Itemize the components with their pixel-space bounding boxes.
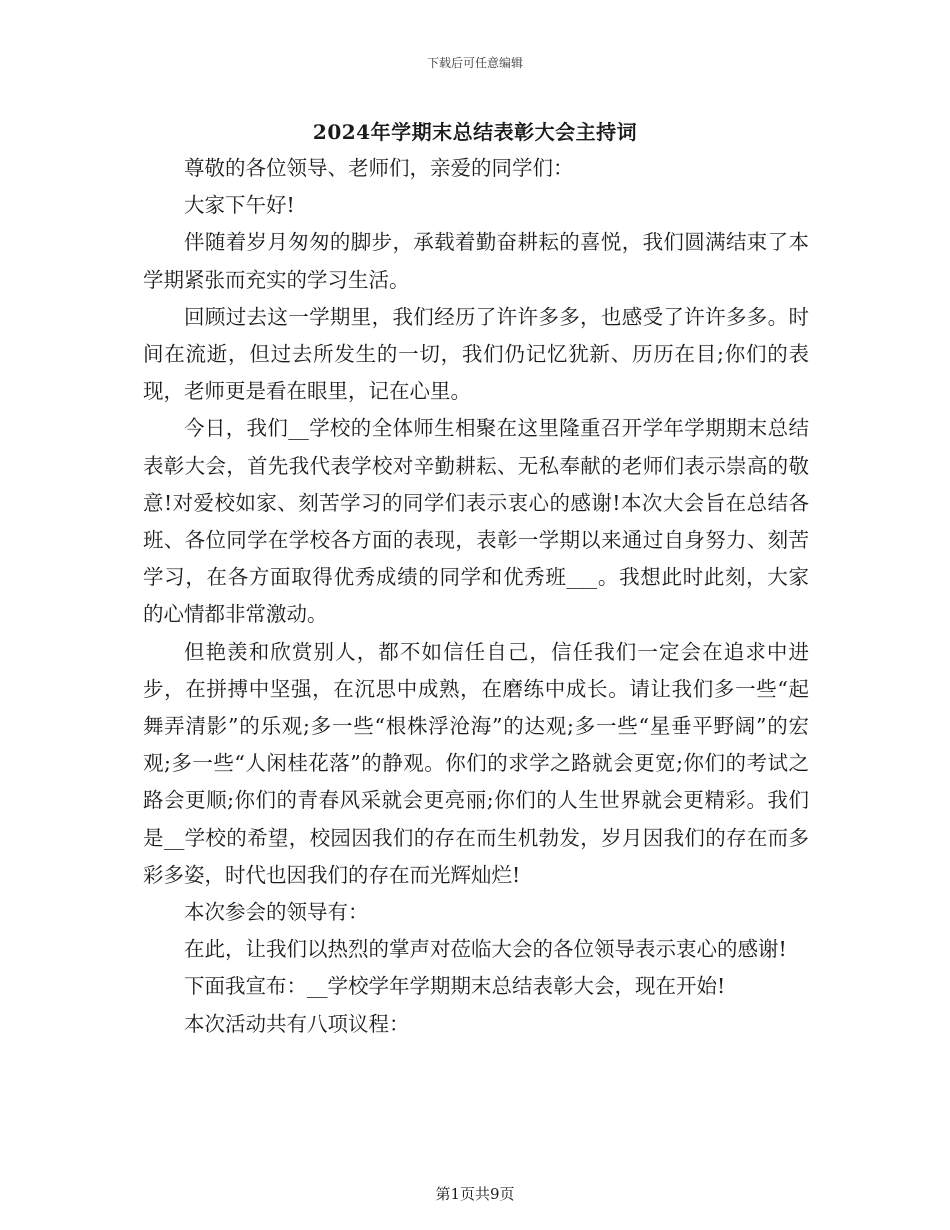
paragraph: 回顾过去这一学期里，我们经历了许许多多，也感受了许许多多。时间在流逝，但过去所发生的一切，我们仍记忆犹新、历历在目;你们的表现，老师更是看在眼里，记在心里。 [143, 304, 809, 404]
paragraph: 但艳羡和欣赏别人，都不如信任自己，信任我们一定会在追求中进步，在拼搏中坚强，在沉思中成熟，在磨练中成长。请让我们多一些“起舞弄清影”的乐观;多一些“根株浮沧海”的达观;多一些“星垂平野阔”的宏观;多一些“人闲桂花落”的静观。你们的求学之路就会更宽;你们的考试之路会更顺;你们的青春风采就会更亮丽;你们的人生世界就会更精彩。我们是__学校的希望，校园因我们的存在而生机勃发，岁月因我们的存在而多彩多姿，时代也因我们的存在而光辉灿烂! [143, 639, 809, 887]
document-body [143, 150, 809, 1043]
paragraph: 在此，让我们以热烈的掌声对莅临大会的各位领导表示衷心的感谢! [184, 937, 787, 962]
document-title: 2024年学期末总结表彰大会主持词 [312, 120, 638, 144]
paragraph: 下面我宣布：__学校学年学期期末总结表彰大会，现在开始! [184, 974, 726, 999]
paragraph: 伴随着岁月匆匆的脚步，承载着勤奋耕耘的喜悦，我们圆满结束了本学期紧张而充实的学习生活。 [143, 230, 809, 292]
paragraph: 大家下午好! [184, 193, 295, 218]
paragraph: 尊敬的各位领导、老师们，亲爱的同学们： [184, 156, 574, 180]
header-note: 下载后可任意编辑 [426, 56, 523, 70]
paragraph: 本次活动共有八项议程： [184, 1011, 410, 1036]
paragraph: 本次参会的领导有： [184, 900, 369, 925]
paragraph: 今日，我们__学校的全体师生相聚在这里隆重召开学年学期期末总结表彰大会，首先我代表学校对辛勤耕耘、无私奉献的老师们表示崇高的敬意!对爱校如家、刻苦学习的同学们表示衷心的感谢!本次大会旨在总结各班、各位同学在学校各方面的表现，表彰一学期以来通过自身努力、刻苦学习，在各方面取得优秀成绩的同学和优秀班___。我想此时此刻，大家的心情都非常激动。 [143, 416, 809, 627]
page-footer: 第1页共9页 [435, 1185, 515, 1203]
